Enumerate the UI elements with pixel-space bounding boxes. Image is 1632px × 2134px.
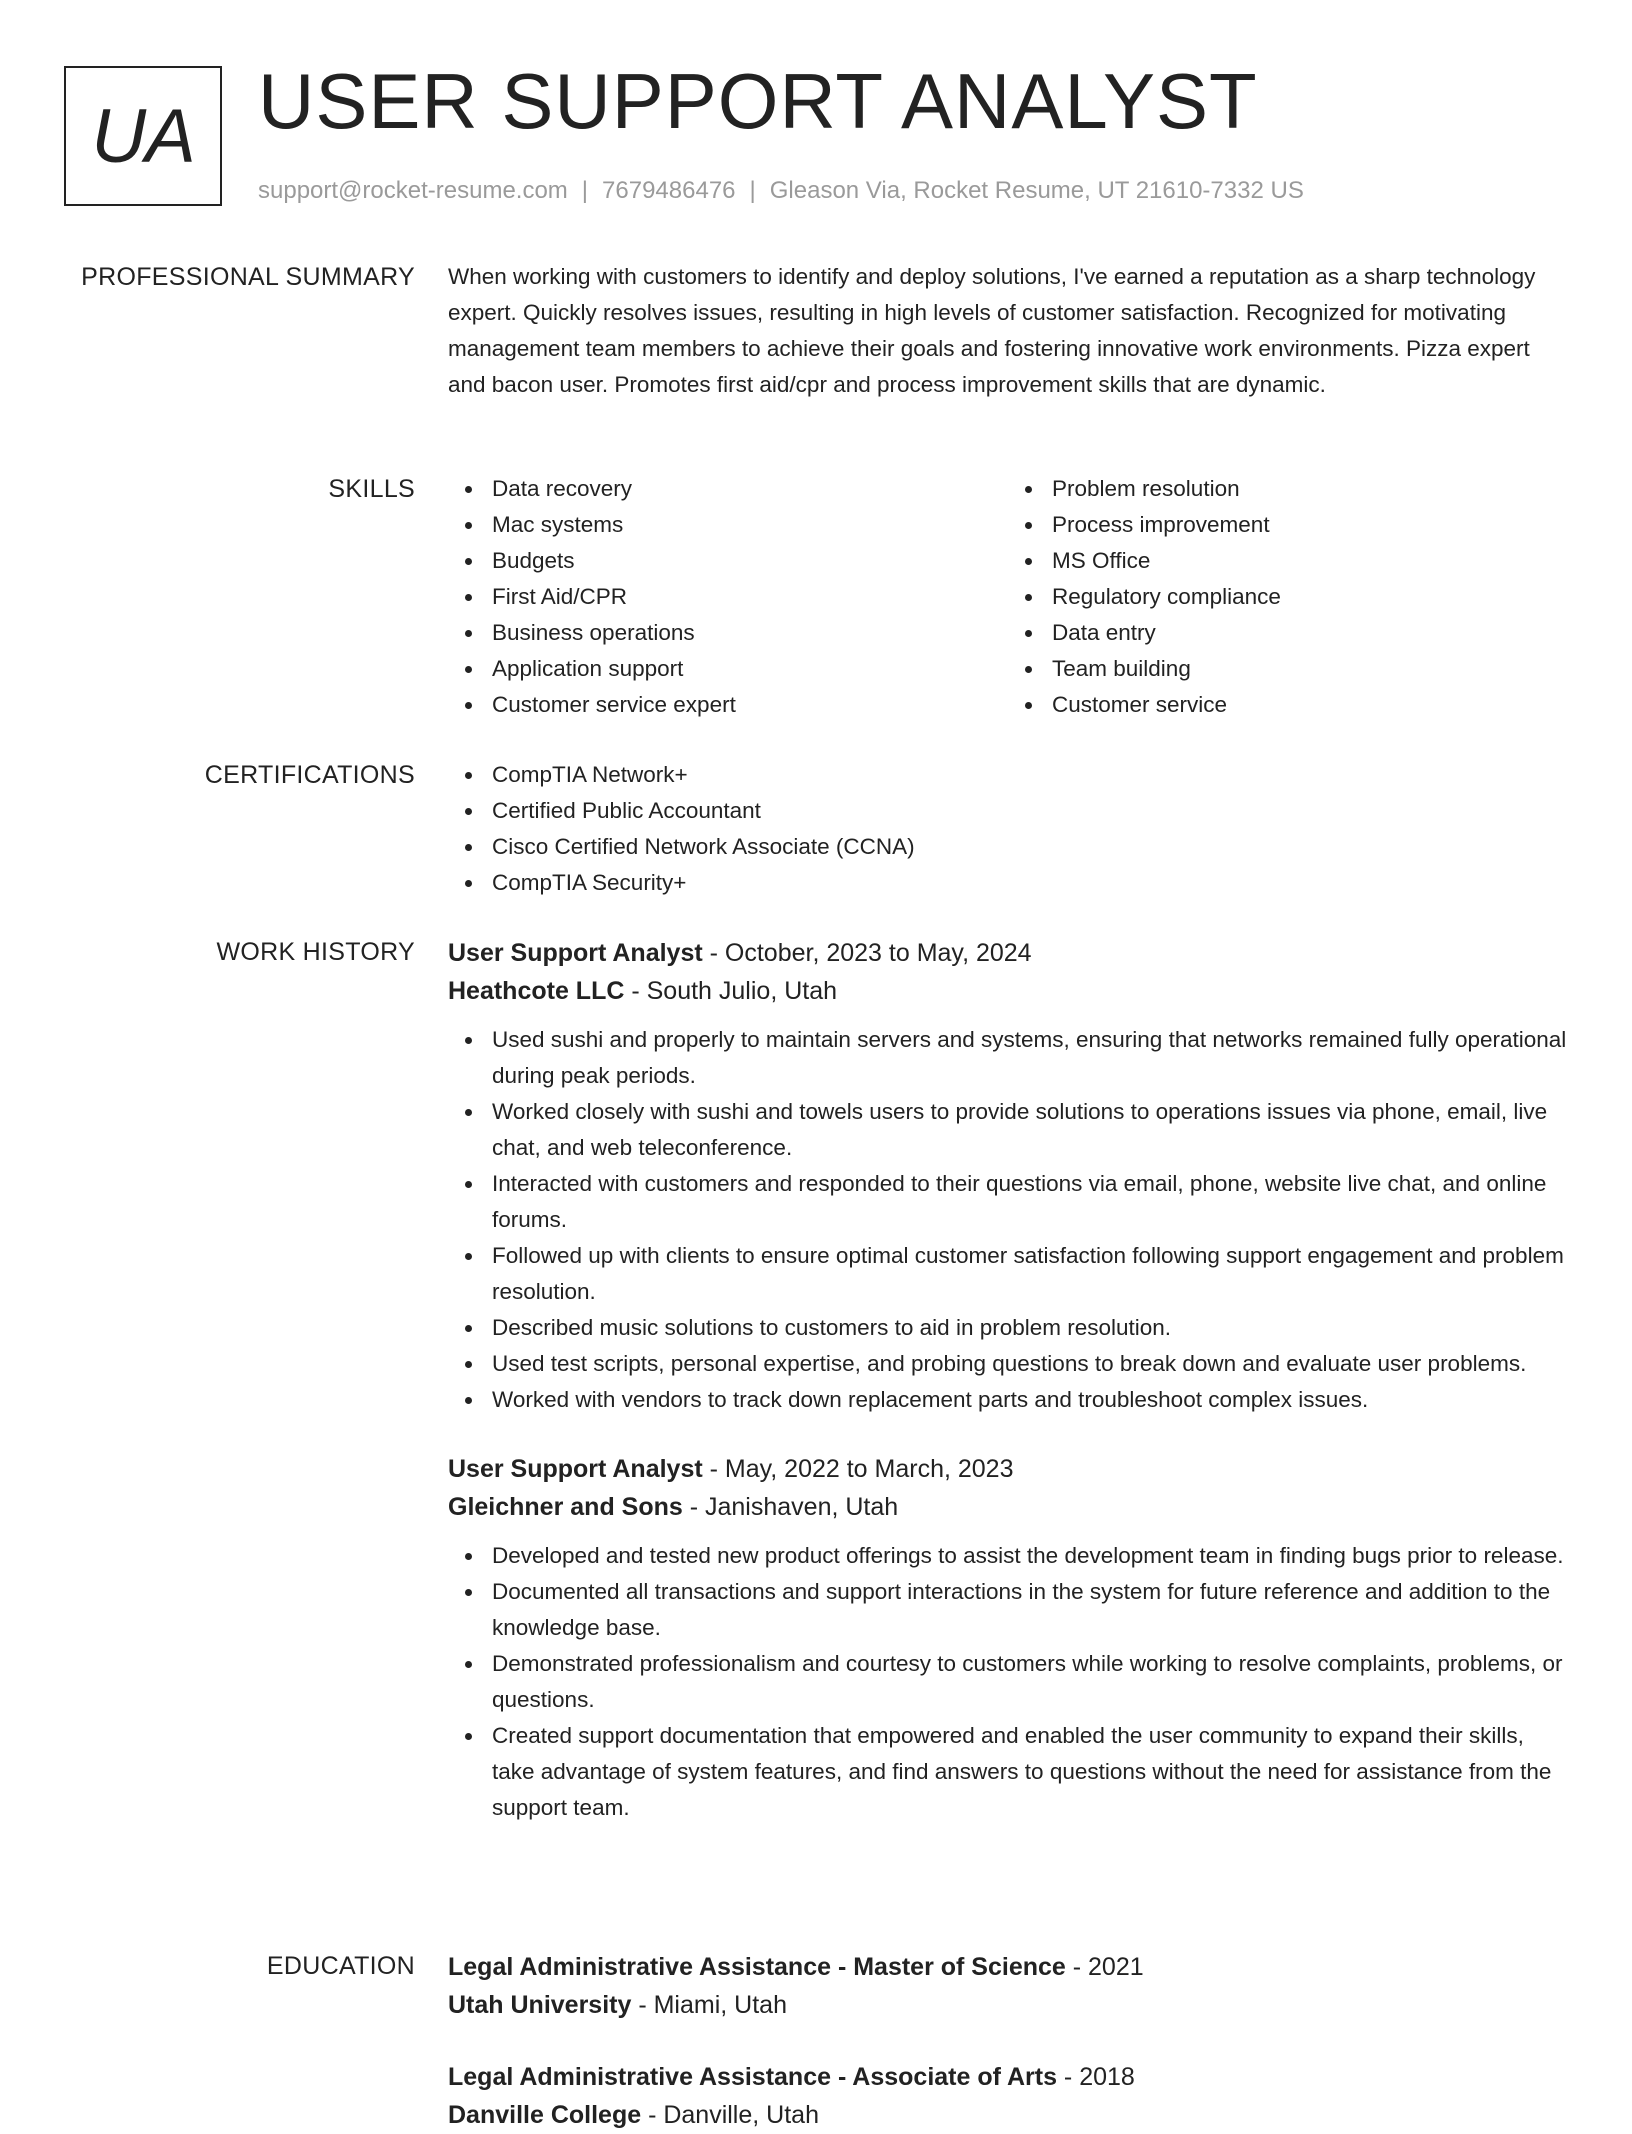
education-degree: Legal Administrative Assistance - Master of Science	[448, 1953, 1066, 1981]
monogram-box	[64, 66, 222, 206]
job-entry	[448, 934, 1568, 1418]
job-bullet: Created support documentation that empowered and enabled the user community to expand their skills, take advantage of system features, and find answers to questions without the need for assistance from the support team.	[492, 1718, 1568, 1826]
contact-line	[258, 174, 1304, 208]
skill-item: Application support	[492, 651, 1008, 687]
job-bullet-list	[448, 1022, 1568, 1418]
job-bullet-list	[448, 1538, 1568, 1826]
skill-item: Business operations	[492, 615, 1008, 651]
job-dates: - October, 2023 to May, 2024	[702, 939, 1032, 967]
contact-phone: 7679486476	[602, 177, 736, 204]
certification-item: Cisco Certified Network Associate (CCNA)	[492, 829, 1568, 865]
job-bullet: Demonstrated professionalism and courtesy to customers while working to resolve complaints, problems, or questions.	[492, 1646, 1568, 1718]
section-title-certifications: CERTIFICATIONS	[204, 761, 415, 789]
job-bullet: Described music solutions to customers to aid in problem resolution.	[492, 1310, 1568, 1346]
job-company-line	[448, 972, 1568, 1010]
job-company: Gleichner and Sons	[448, 1493, 683, 1521]
education-year: - 2018	[1056, 2063, 1135, 2091]
skill-item: Customer service expert	[492, 687, 1008, 723]
certification-item: CompTIA Security+	[492, 865, 1568, 901]
education-entry	[448, 1948, 1568, 2024]
skill-item: Data entry	[1052, 615, 1568, 651]
monogram-initials: UA	[91, 93, 195, 179]
job-bullet: Used test scripts, personal expertise, and probing questions to break down and evaluate user problems.	[492, 1346, 1568, 1382]
skills-body	[448, 471, 1568, 723]
skill-item: Mac systems	[492, 507, 1008, 543]
contact-address: Gleason Via, Rocket Resume, UT 21610-7332 US	[769, 177, 1304, 204]
job-dates: - May, 2022 to March, 2023	[702, 1455, 1014, 1483]
education-location: - Danville, Utah	[641, 2101, 819, 2129]
certifications-list	[448, 757, 1568, 901]
job-bullet: Documented all transactions and support interactions in the system for future reference and addition to the knowledge base.	[492, 1574, 1568, 1646]
skill-item: First Aid/CPR	[492, 579, 1008, 615]
skill-item: Budgets	[492, 543, 1008, 579]
skills-list-right	[1008, 471, 1568, 723]
job-bullets	[448, 1538, 1568, 1826]
education-school: Utah University	[448, 1991, 632, 2019]
resume-title: USER SUPPORT ANALYST	[258, 57, 1258, 145]
job-company-line	[448, 1488, 1568, 1526]
summary-text: When working with customers to identify and deploy solutions, I've earned a reputation as a sharp technology expert. Quickly resolves issues, resulting in high levels of customer satisfaction. Recognized for motivating management team members to achieve their goals and fostering innovative work environments. Pizza expert and bacon user. Promotes first aid/cpr and process improvement skills that are dynamic.	[448, 264, 1536, 397]
job-bullet: Worked with vendors to track down replacement parts and troubleshoot complex issues.	[492, 1382, 1568, 1418]
skill-item: Problem resolution	[1052, 471, 1568, 507]
education-location: - Miami, Utah	[631, 1991, 787, 2019]
job-location: - South Julio, Utah	[624, 977, 838, 1005]
skill-item: Process improvement	[1052, 507, 1568, 543]
section-title-education: EDUCATION	[266, 1952, 415, 1980]
section-title-summary: PROFESSIONAL SUMMARY	[81, 263, 415, 291]
education-school-line	[448, 1986, 1568, 2024]
education-degree-line	[448, 2058, 1568, 2096]
education-degree: Legal Administrative Assistance - Associate of Arts	[448, 2063, 1057, 2091]
certification-item: Certified Public Accountant	[492, 793, 1568, 829]
skill-item: Customer service	[1052, 687, 1568, 723]
education-year: - 2021	[1065, 1953, 1144, 1981]
skills-list-left	[448, 471, 1008, 723]
job-bullet: Worked closely with sushi and towels users to provide solutions to operations issues via phone, email, live chat, and web teleconference.	[492, 1094, 1568, 1166]
section-title-skills: SKILLS	[328, 475, 415, 503]
education-entry	[448, 2058, 1568, 2134]
job-location: - Janishaven, Utah	[682, 1493, 899, 1521]
job-title-line	[448, 1450, 1568, 1488]
job-bullets	[448, 1022, 1568, 1418]
work-history-body	[448, 934, 1568, 1826]
skill-item: Regulatory compliance	[1052, 579, 1568, 615]
job-title-line	[448, 934, 1568, 972]
job-entry	[448, 1450, 1568, 1826]
education-body	[448, 1948, 1568, 2134]
certifications-body	[448, 757, 1568, 901]
job-bullet: Developed and tested new product offerings to assist the development team in finding bugs prior to release.	[492, 1538, 1568, 1574]
skill-item: MS Office	[1052, 543, 1568, 579]
skill-item: Team building	[1052, 651, 1568, 687]
job-bullet: Interacted with customers and responded to their questions via email, phone, website live chat, and online forums.	[492, 1166, 1568, 1238]
education-school: Danville College	[448, 2101, 642, 2129]
contact-separator: |	[749, 177, 756, 204]
skill-item: Data recovery	[492, 471, 1008, 507]
contact-email: support@rocket-resume.com	[258, 177, 568, 204]
education-degree-line	[448, 1948, 1568, 1986]
education-school-line	[448, 2096, 1568, 2134]
job-role: User Support Analyst	[448, 1455, 703, 1483]
certification-item: CompTIA Network+	[492, 757, 1568, 793]
job-role: User Support Analyst	[448, 939, 703, 967]
contact-separator: |	[581, 177, 589, 204]
job-company: Heathcote LLC	[448, 977, 625, 1005]
job-bullet: Used sushi and properly to maintain servers and systems, ensuring that networks remained fully operational during peak periods.	[492, 1022, 1568, 1094]
section-title-work-history: WORK HISTORY	[216, 938, 415, 966]
job-bullet: Followed up with clients to ensure optimal customer satisfaction following support engagement and problem resolution.	[492, 1238, 1568, 1310]
summary-body	[448, 259, 1568, 403]
